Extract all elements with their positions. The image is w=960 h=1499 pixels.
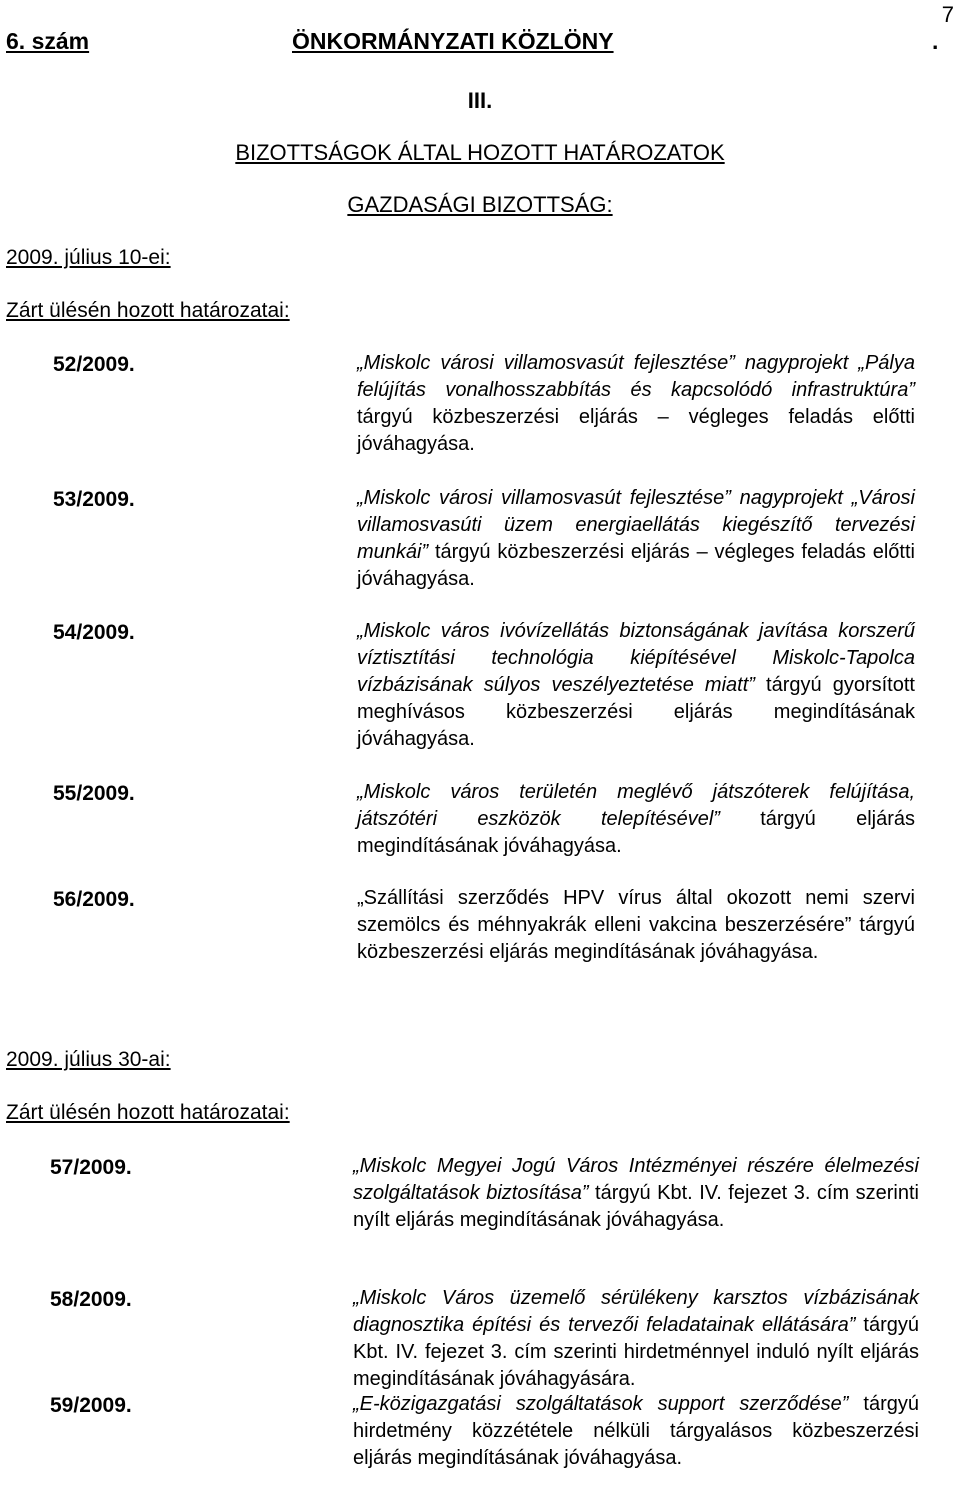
resolution-text: „Miskolc város területén meglévő játszóterek felújítása, játszótéri eszközök telepítésével” tárgyú eljárás megindításának jóváhagyása. [357, 781, 915, 857]
resolution-number: 54/2009. [53, 621, 135, 644]
resolution-text: „Miskolc városi villamosvasút fejlesztése” nagyprojekt „Városi villamosvasúti üzem energiaellátás kiegészítő tervezési munkái” tárgyú közbeszerzési eljárás – végleges feladás előtti jóváhagyása. [357, 487, 915, 590]
resolution-text: „Miskolc Város üzemelő sérülékeny karsztos vízbázisának diagnosztika építési és tervezői feladatainak ellátására” tárgyú Kbt. IV. fejezet 3. cím szerinti hirdetménnyel induló nyílt eljárás megindításának jóváhagyására. [353, 1287, 919, 1390]
resolution-number: 55/2009. [53, 782, 135, 805]
header-dot: . [932, 28, 939, 54]
section-title: BIZOTTSÁGOK ÁLTAL HOZOTT HATÁROZATOK [235, 140, 725, 165]
resolution-number: 58/2009. [50, 1288, 132, 1311]
session-date: 2009. július 10-ei: [6, 246, 171, 269]
committee-title: GAZDASÁGI BIZOTTSÁG: [347, 192, 613, 217]
resolution-number: 53/2009. [53, 488, 135, 511]
chapter-number: III. [467, 88, 493, 113]
session-subtitle: Zárt ülésén hozott határozatai: [6, 299, 290, 322]
resolution-number: 52/2009. [53, 353, 135, 376]
session-date: 2009. július 30-ai: [6, 1048, 171, 1071]
resolution-text: „Szállítási szerződés HPV vírus által okozott nemi szervi szemölcs és méhnyakrák elleni vakcina beszerzésére” tárgyú közbeszerzési eljárás megindításának jóváhagyása. [357, 887, 915, 963]
header-issue: 6. szám [6, 28, 90, 54]
page-number: 7 [941, 2, 954, 27]
session-subtitle: Zárt ülésén hozott határozatai: [6, 1101, 290, 1124]
resolution-text: „Miskolc város ivóvízellátás biztonságának javítása korszerű víztisztítási technológia kiépítésével Miskolc-Tapolca vízbázisának súlyos veszélyeztetése miatt” tárgyú gyorsított meghívásos közbeszerzési eljárás megindításának jóváhagyása. [357, 620, 915, 750]
resolution-text: „E-közigazgatási szolgáltatások support szerződése” tárgyú hirdetmény közzététele nélküli tárgyalásos közbeszerzési eljárás megindításának jóváhagyása. [353, 1393, 919, 1469]
resolution-number: 57/2009. [50, 1156, 132, 1179]
header-publication: ÖNKORMÁNYZATI KÖZLÖNY [292, 28, 614, 54]
resolution-number: 59/2009. [50, 1394, 132, 1417]
resolution-text: „Miskolc városi villamosvasút fejlesztése” nagyprojekt „Pálya felújítás vonalhosszabbítás és kapcsolódó infrastruktúra” tárgyú közbeszerzési eljárás – végleges feladás előtti jóváhagyása. [357, 352, 915, 455]
resolution-text: „Miskolc Megyei Jogú Város Intézményei részére élelmezési szolgáltatások biztosítása” tárgyú Kbt. IV. fejezet 3. cím szerinti nyílt eljárás megindításának jóváhagyása. [353, 1155, 919, 1231]
resolution-number: 56/2009. [53, 888, 135, 911]
